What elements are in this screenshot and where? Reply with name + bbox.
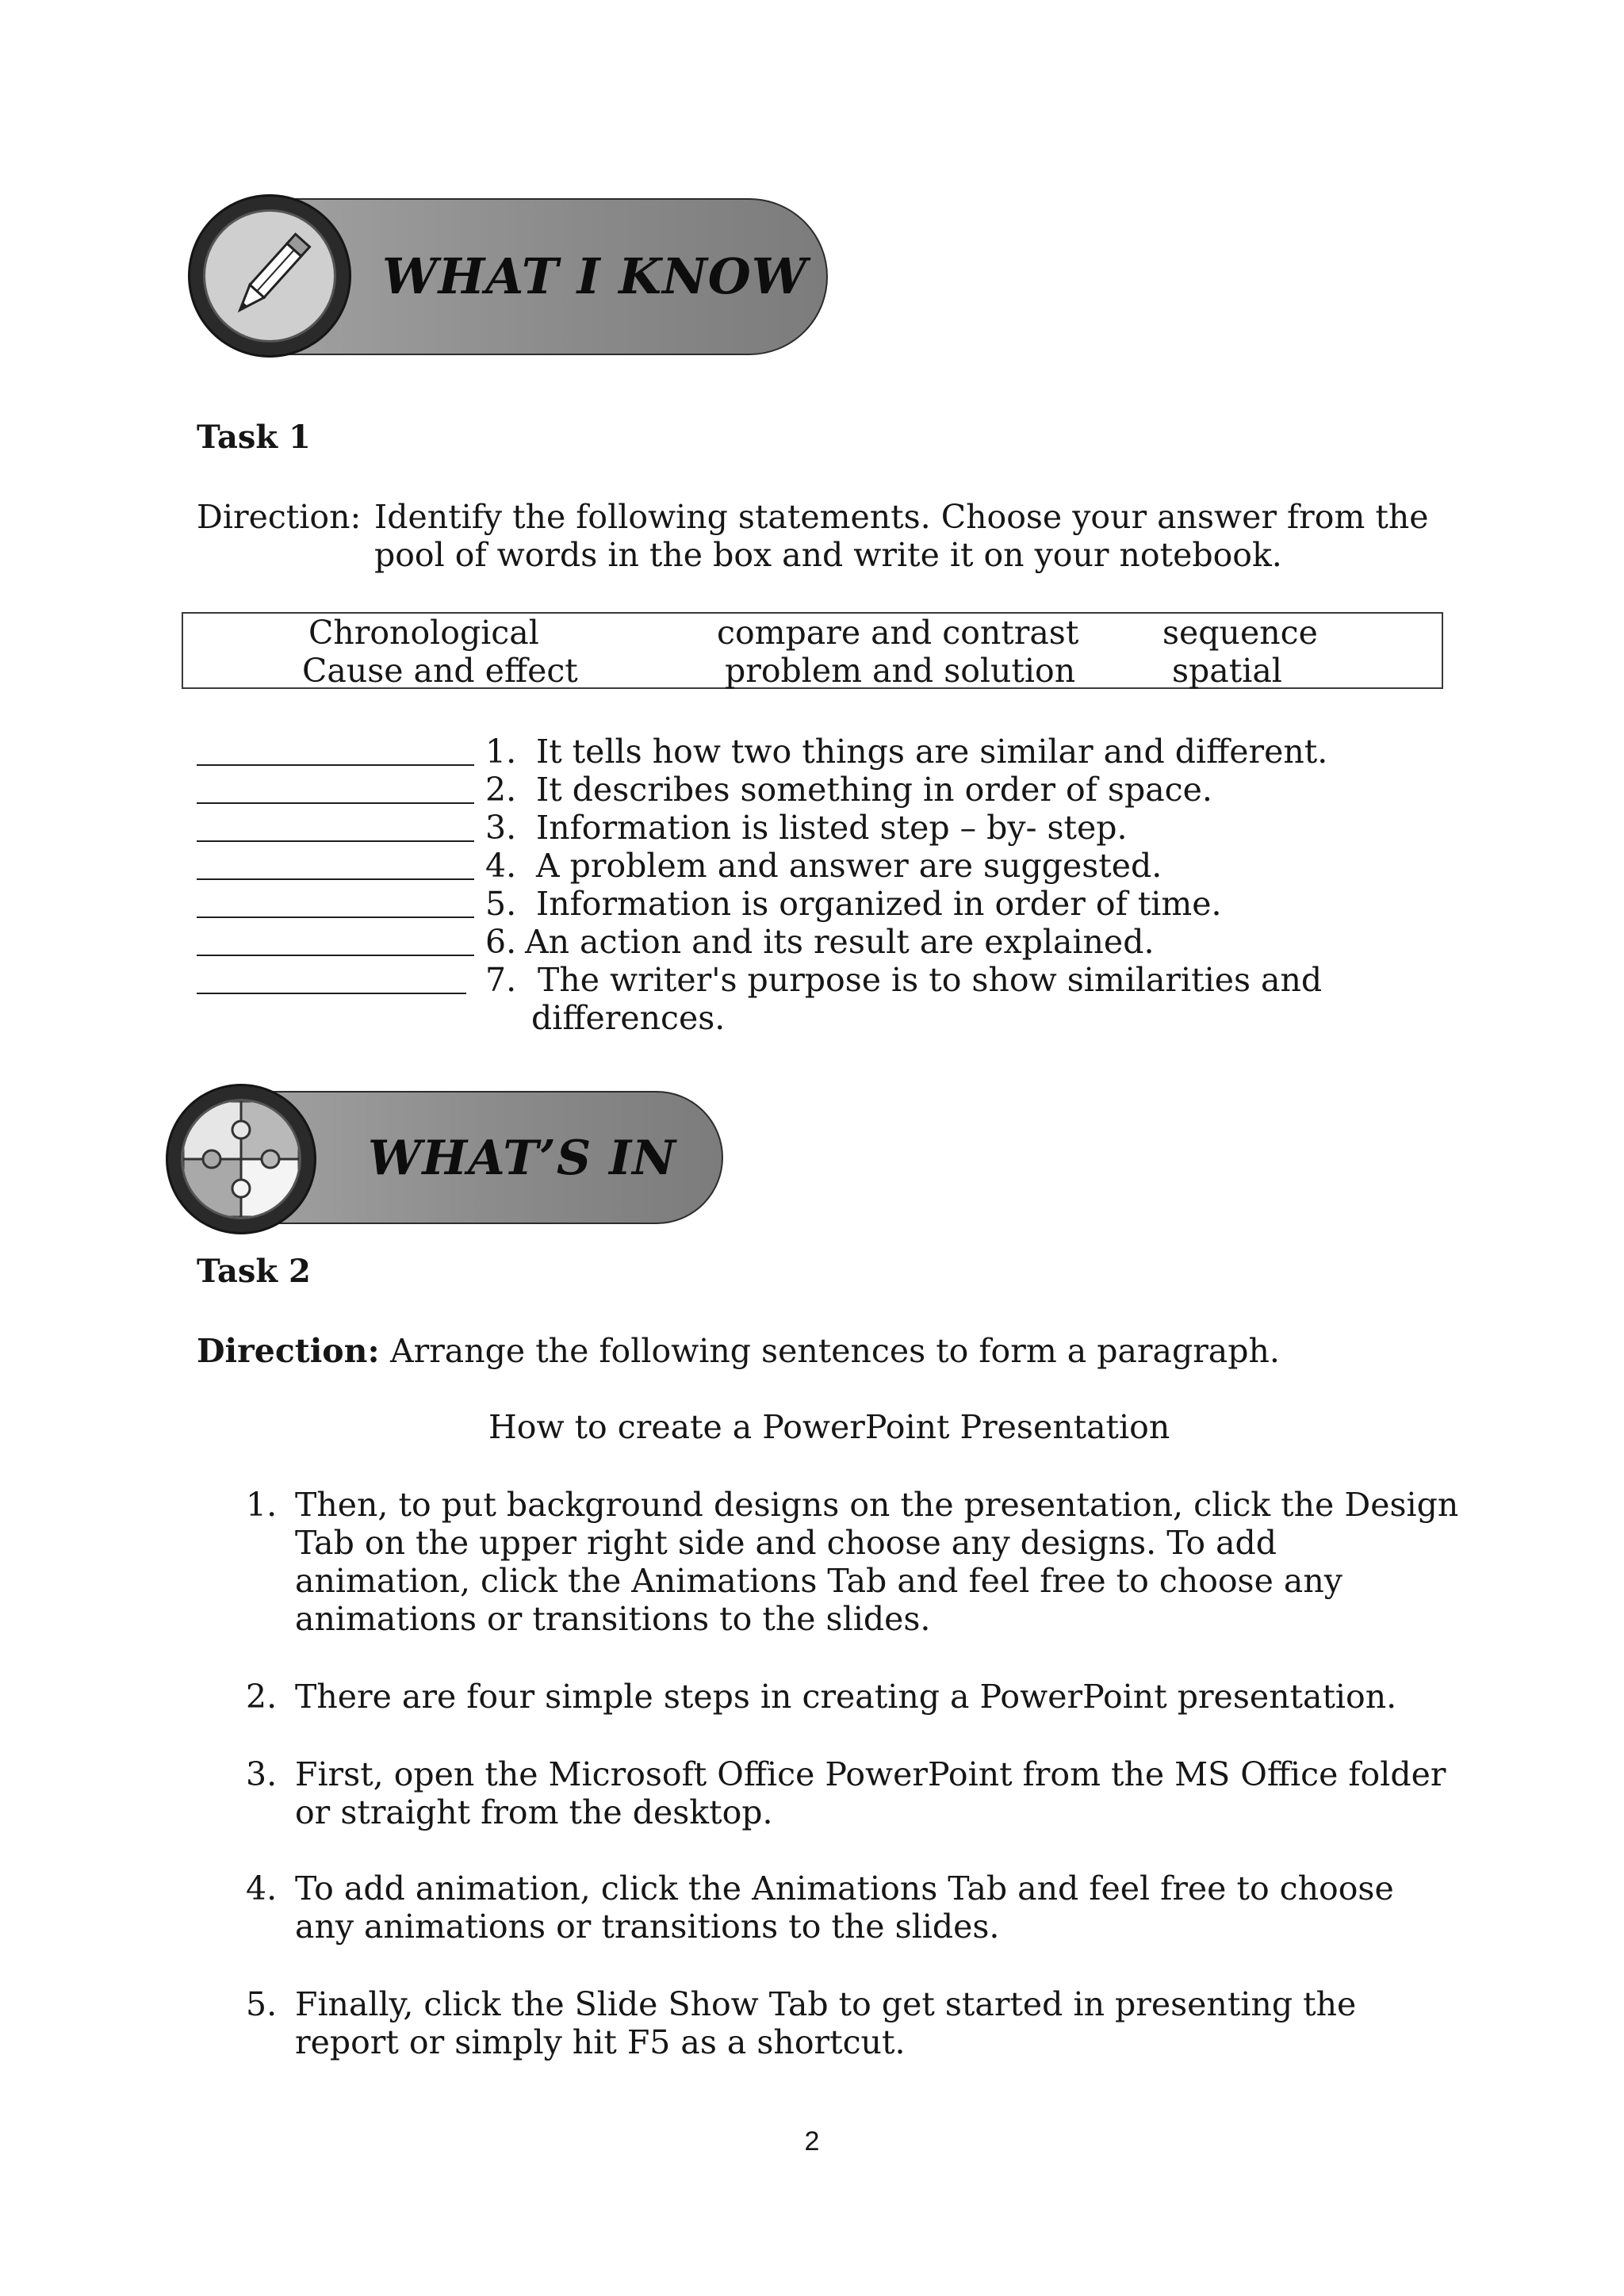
item-number: 6. [485, 923, 517, 961]
what-i-know-banner [190, 197, 833, 355]
direction-text: Arrange the following sentences to form a paragraph. [390, 1332, 1280, 1370]
step-text-line: any animations or transitions to the slides. [295, 1908, 1000, 1946]
item-text: The writer's purpose is to show similarities and [538, 961, 1323, 999]
step-text-line: animations or transitions to the slides. [295, 1600, 931, 1638]
word-option: Cause and effect [302, 652, 578, 690]
item-text: Information is listed step – by- step. [536, 809, 1128, 847]
item-number: 4. [485, 847, 517, 885]
answer-blank[interactable] [197, 764, 474, 766]
word-option: spatial [1172, 652, 1282, 690]
word-option: Chronological [308, 614, 539, 652]
step-number: 4. [246, 1869, 278, 1908]
task-2-label: Task 2 [197, 1253, 311, 1290]
step-number: 2. [246, 1678, 278, 1716]
step-text-line: There are four simple steps in creating a PowerPoint presentation. [295, 1678, 1397, 1716]
item-text: Information is organized in order of time. [536, 885, 1222, 923]
direction-label: Direction: [197, 1332, 380, 1370]
pencil-badge [203, 209, 336, 342]
answer-blank[interactable] [197, 878, 474, 880]
step-text-line: First, open the Microsoft Office PowerPoint from the MS Office folder [295, 1755, 1446, 1793]
item-text: It describes something in order of space. [536, 771, 1212, 809]
step-text-line: or straight from the desktop. [295, 1793, 773, 1831]
answer-blank[interactable] [197, 955, 474, 956]
item-number: 3. [485, 809, 517, 847]
whats-in-banner [168, 1086, 723, 1234]
puzzle-icon [183, 1101, 299, 1217]
word-option: problem and solution [725, 652, 1076, 690]
step-text-line: Finally, click the Slide Show Tab to get started in presenting the [295, 1985, 1357, 2023]
word-option: compare and contrast [717, 614, 1079, 652]
item-number: 5. [485, 885, 517, 923]
step-text-line: animation, click the Animations Tab and feel free to choose any [295, 1562, 1342, 1600]
pencil-icon [205, 212, 334, 340]
direction-text-line-1: Identify the following statements. Choose your answer from the [374, 498, 1429, 536]
step-number: 3. [246, 1755, 278, 1793]
step-text-line: To add animation, click the Animations Tab and feel free to choose [295, 1869, 1394, 1908]
step-text-line: report or simply hit F5 as a shortcut. [295, 2023, 906, 2061]
step-text-line: Tab on the upper right side and choose any designs. To add [295, 1524, 1277, 1562]
item-text: It tells how two things are similar and different. [536, 733, 1328, 771]
answer-blank[interactable] [197, 916, 474, 918]
step-number: 5. [246, 1985, 278, 2023]
puzzle-badge [181, 1099, 301, 1219]
section-title: WHAT’S IN [368, 1131, 677, 1186]
answer-blank[interactable] [197, 993, 466, 994]
page-number: 2 [804, 2126, 820, 2156]
task-1-label: Task 1 [197, 419, 311, 456]
item-number: 2. [485, 771, 517, 809]
item-text-continued: differences. [531, 999, 726, 1037]
item-text: An action and its result are explained. [525, 923, 1155, 961]
step-number: 1. [246, 1486, 278, 1524]
item-number: 1. [485, 733, 517, 771]
item-number: 7. [485, 961, 517, 999]
paragraph-heading: How to create a PowerPoint Presentation [488, 1408, 1170, 1446]
item-text: A problem and answer are suggested. [536, 847, 1162, 885]
section-title: WHAT I KNOW [382, 247, 808, 305]
word-option: sequence [1162, 614, 1318, 652]
step-text-line: Then, to put background designs on the presentation, click the Design [295, 1486, 1459, 1524]
direction-text-line-2: pool of words in the box and write it on your notebook. [374, 536, 1282, 574]
answer-blank[interactable] [197, 840, 474, 842]
answer-blank[interactable] [197, 802, 474, 804]
direction-label: Direction: [197, 498, 362, 536]
word-pool-box [182, 612, 1443, 689]
